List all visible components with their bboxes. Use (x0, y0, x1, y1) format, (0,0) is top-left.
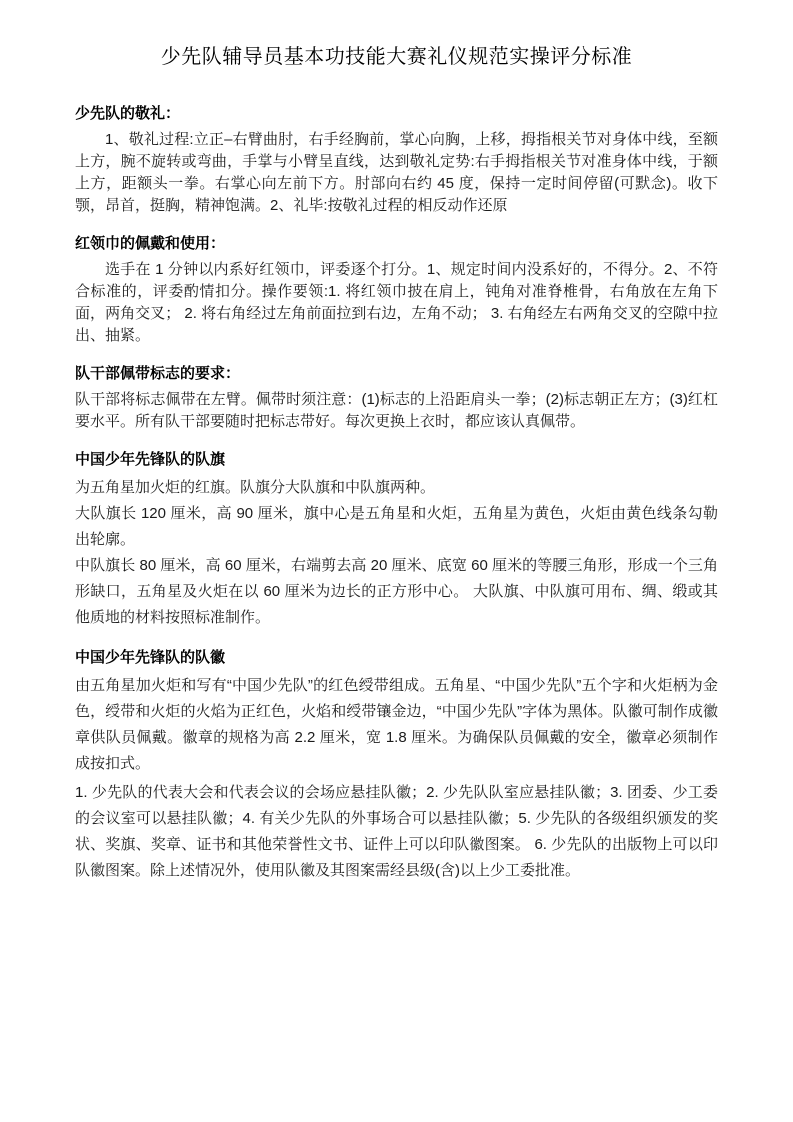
section-red-scarf (75, 234, 718, 347)
section-team-flag-paragraph-intro: 为五角星加火炬的红旗。队旗分大队旗和中队旗两种。 (75, 479, 436, 496)
section-team-emblem (75, 648, 718, 884)
section-red-scarf-paragraph: 选手在 1 分钟以内系好红领巾，评委逐个打分。1、规定时间内没系好的，不得分。2、不符合标准的，评委酌情扣分。操作要领:1. 将红领巾披在肩上，钝角对准脊椎骨，右角放在左角下面，两角交叉； 2. 将右角经过左角前面拉到右边，左角不动； 3. 右角经左右两角交叉的空隙中拉出、抽紧。 (75, 261, 718, 344)
section-cadre-badge-paragraph: 队干部将标志佩带在左臂。佩带时须注意：(1)标志的上沿距肩头一拳；(2)标志朝正左方；(3)红杠要水平。所有队干部要随时把标志带好。每次更换上衣时，都应该认真佩带。 (75, 391, 718, 430)
section-cadre-badge-heading: 队干部佩带标志的要求： (75, 365, 241, 382)
section-team-emblem-paragraph-usage-rules: 1. 少先队的代表大会和代表会议的会场应悬挂队徽；2. 少先队队室应悬挂队徽；3. 团委、少工委的会议室可以悬挂队徽；4. 有关少先队的外事场合可以悬挂队徽；5. 少先队的各级组织颁发的奖状、奖旗、奖章、证书和其他荣誉性文书、证件上可以印队徽图案。 6. 少先队的出版物上可以印队徽图案。除上述情况外，使用队徽及其图案需经县级(含)以上少工委批准。 (75, 784, 718, 879)
section-team-emblem-paragraph-description: 由五角星加火炬和写有“中国少先队”的红色绶带组成。五角星、“中国少先队”五个字和火炬柄为金色，绶带和火炬的火焰为正红色，火焰和绶带镶金边，“中国少先队”字体为黑体。队徽可制作成徽章供队员佩戴。徽章的规格为高 2.2 厘米，宽 1.8 厘米。为确保队员佩戴的安全，徽章必须制作成按扣式。 (75, 677, 718, 772)
section-team-flag-paragraph-medium-flag: 中队旗长 80 厘米，高 60 厘米，右端剪去高 20 厘米、底宽 60 厘米的等腰三角形，形成一个三角形缺口，五角星及火炬在以 60 厘米为边长的正方形中心。 大队旗、中队旗可用布、绸、缎或其他质地的材料按照标准制作。 (75, 557, 718, 626)
section-team-emblem-heading: 中国少年先锋队的队徽 (75, 649, 226, 666)
section-salute-paragraph: 1、敬礼过程:立正–右臂曲肘，右手经胸前，掌心向胸，上移，拇指根关节对身体中线，至额上方，腕不旋转或弯曲，手掌与小臂呈直线，达到敬礼定势:右手拇指根关节对准身体中线，于额上方，距额头一拳。右掌心向左前下方。肘部向右约 45 度，保持一定时间停留(可默念)。收下颚，昂首，挺胸，精神饱满。2、礼毕:按敬礼过程的相反动作还原 (75, 131, 718, 214)
document-title: 少先队辅导员基本功技能大赛礼仪规范实操评分标准 (160, 46, 633, 68)
section-cadre-badge (75, 364, 718, 433)
section-salute-heading: 少先队的敬礼： (75, 105, 181, 122)
section-team-flag-heading: 中国少年先锋队的队旗 (75, 451, 226, 468)
section-salute (75, 104, 718, 217)
section-team-flag (75, 450, 718, 631)
section-red-scarf-heading: 红领巾的佩戴和使用： (75, 235, 226, 252)
section-team-flag-paragraph-large-flag: 大队旗长 120 厘米，高 90 厘米，旗中心是五角星和火炬，五角星为黄色，火炬由黄色线条勾勒出轮廓。 (75, 505, 718, 548)
